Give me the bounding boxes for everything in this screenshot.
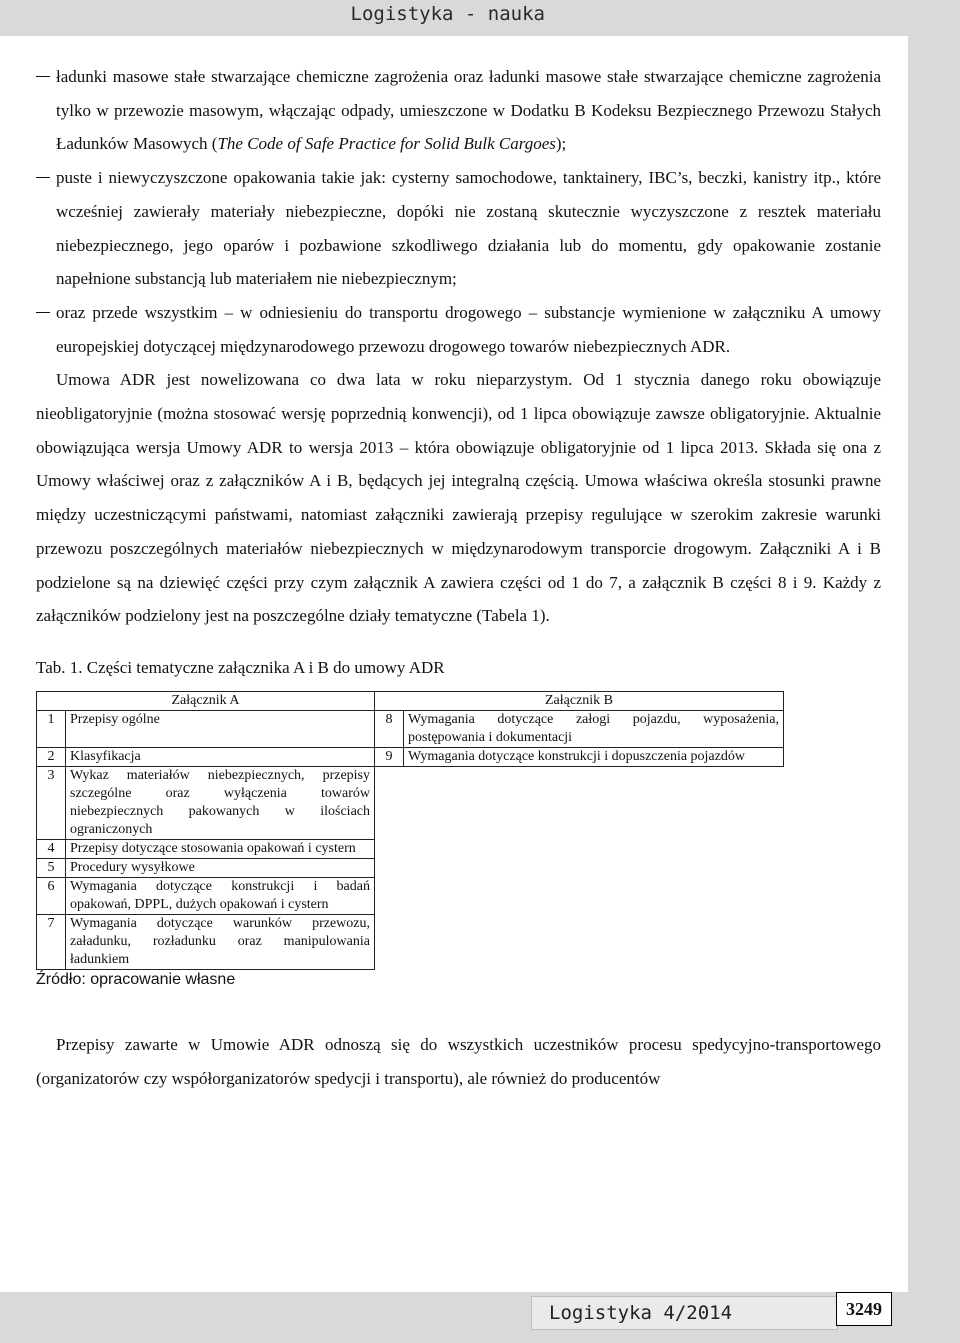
part-number-a: 5: [37, 858, 66, 877]
bullet-text-1b: );: [555, 134, 567, 154]
table-row: [37, 710, 784, 747]
part-number-a: 4: [37, 839, 66, 858]
empty-cell: [375, 839, 784, 858]
bullet-text-3: oraz przede wszystkim – w odniesieniu do transportu drogowego – substancje wymienione w załączniku A umowy europejskiej dotyczącej międzynarodowego przewozu drogowego towarów niebezpiecznych ADR.: [56, 302, 881, 356]
header-annex-a: Załącznik A: [37, 691, 375, 710]
part-number-a: 7: [37, 914, 66, 969]
empty-cell: [375, 766, 784, 839]
part-number-a: 6: [37, 877, 66, 914]
empty-cell: [375, 858, 784, 877]
table-caption: Tab. 1. Części tematyczne załącznika A i B do umowy ADR: [36, 657, 445, 677]
part-title-a: Wymagania dotyczące konstrukcji i badań opakowań, DPPL, dużych opakowań i cystern: [66, 877, 375, 914]
bullet-text-1-italic: The Code of Safe Practice for Solid Bulk Cargoes: [217, 134, 556, 154]
part-title-b: Wymagania dotyczące załogi pojazdu, wyposażenia, postępowania i dokumentacji: [404, 710, 784, 747]
part-title-a: Wykaz materiałów niebezpiecznych, przepisy szczególne oraz wyłączenia towarów niebezpiecznych pakowanych w ilościach ograniczonych: [66, 766, 375, 839]
table-source: Źródło: opracowanie własne: [36, 970, 236, 988]
table-row: [37, 914, 784, 969]
right-margin-strip: [908, 36, 960, 1343]
paragraph-adr-amendments: Umowa ADR jest nowelizowana co dwa lata w roku nieparzystym. Od 1 stycznia danego roku obowiązuje nieobligatoryjnie (można stosować wersję poprzednią konwencji), od 1 lipca obowiązuje zawsze obligatoryjnie. Aktualnie obowiązująca wersja Umowy ADR to wersja 2013 – która obowiązuje obligatoryjnie od 1 lipca 2013. Składa się ona z Umowy właściwej oraz z załączników A i B, będących jej integralną częścią. Umowa właściwa określa stosunki prawne między uczestniczącymi państwami, natomiast załączniki zawierają przepisy regulujące w szerokim zakresie warunki przewozu poszczególnych materiałów niebezpiecznych w międzynarodowym transporcie drogowym. Załączniki A i B podzielone są na dziewięć części przy czym załącznik A zawiera części od 1 do 7, a załącznik B części 8 i 9. Każdy z załączników podzielony jest na poszczególne działy tematyczne (Tabela 1).: [36, 370, 881, 626]
bullet-text-2: puste i niewyczyszczone opakowania takie jak: cysterny samochodowe, tanktainery, IBC’s, beczki, kanistry itp., które wcześniej zawierały materiały niebezpieczne, dopóki nie zostaną skutecznie wyczyszczone z resztek materiału niebezpiecznego, jego oparów i pozbawione szkodliwego działania lub do momentu, gdy opakowanie zostanie napełnione substancją lub materiałem nie niebezpiecznym;: [56, 168, 881, 289]
table-header-row: [37, 691, 784, 710]
header-title: Logistyka - nauka: [350, 3, 545, 25]
dash-bullet-icon: [36, 177, 50, 178]
header-annex-b: Załącznik B: [375, 691, 784, 710]
part-title-a: Procedury wysyłkowe: [66, 858, 375, 877]
bullet-item-1: [36, 60, 881, 161]
part-title-b: Wymagania dotyczące konstrukcji i dopuszczenia pojazdów: [404, 747, 784, 766]
part-title-a: Przepisy dotyczące stosowania opakowań i cystern: [66, 839, 375, 858]
dash-bullet-icon: [36, 76, 50, 77]
adr-parts-table: [36, 691, 784, 970]
part-number-a: 2: [37, 747, 66, 766]
footer-journal-label: Logistyka 4/2014: [549, 1302, 733, 1324]
empty-cell: [375, 914, 784, 969]
part-title-a: Przepisy ogólne: [66, 710, 375, 747]
table-row: [37, 747, 784, 766]
table-row: [37, 858, 784, 877]
page-number: 3249: [836, 1292, 892, 1326]
table-row: [37, 766, 784, 839]
dash-bullet-icon: [36, 312, 50, 313]
part-number-a: 3: [37, 766, 66, 839]
bullet-item-3: [36, 296, 881, 363]
paragraph-adr-scope: Przepisy zawarte w Umowie ADR odnoszą się do wszystkich uczestników procesu spedycyjno-transportowego (organizatorów czy współorganizatorów spedycji i transportu), ale również do producentów: [36, 1034, 881, 1088]
empty-cell: [375, 877, 784, 914]
part-title-a: Klasyfikacja: [66, 747, 375, 766]
part-number-b: 9: [375, 747, 404, 766]
table-row: [37, 877, 784, 914]
bullet-text-1a: ładunki masowe stałe stwarzające chemiczne zagrożenia oraz ładunki masowe stałe stwarzające chemiczne zagrożenia tylko w przewozie masowym, włączając odpady, umieszczone w Dodatku B Kodeksu Bezpiecznego Przewozu Stałych Ładunków Masowych (: [56, 67, 881, 154]
table-row: [37, 839, 784, 858]
part-number-a: 1: [37, 710, 66, 747]
page-content: [36, 60, 881, 1095]
part-title-a: Wymagania dotyczące warunków przewozu, załadunku, rozładunku oraz manipulowania ładunkiem: [66, 914, 375, 969]
part-number-b: 8: [375, 710, 404, 747]
bullet-item-2: [36, 161, 881, 296]
